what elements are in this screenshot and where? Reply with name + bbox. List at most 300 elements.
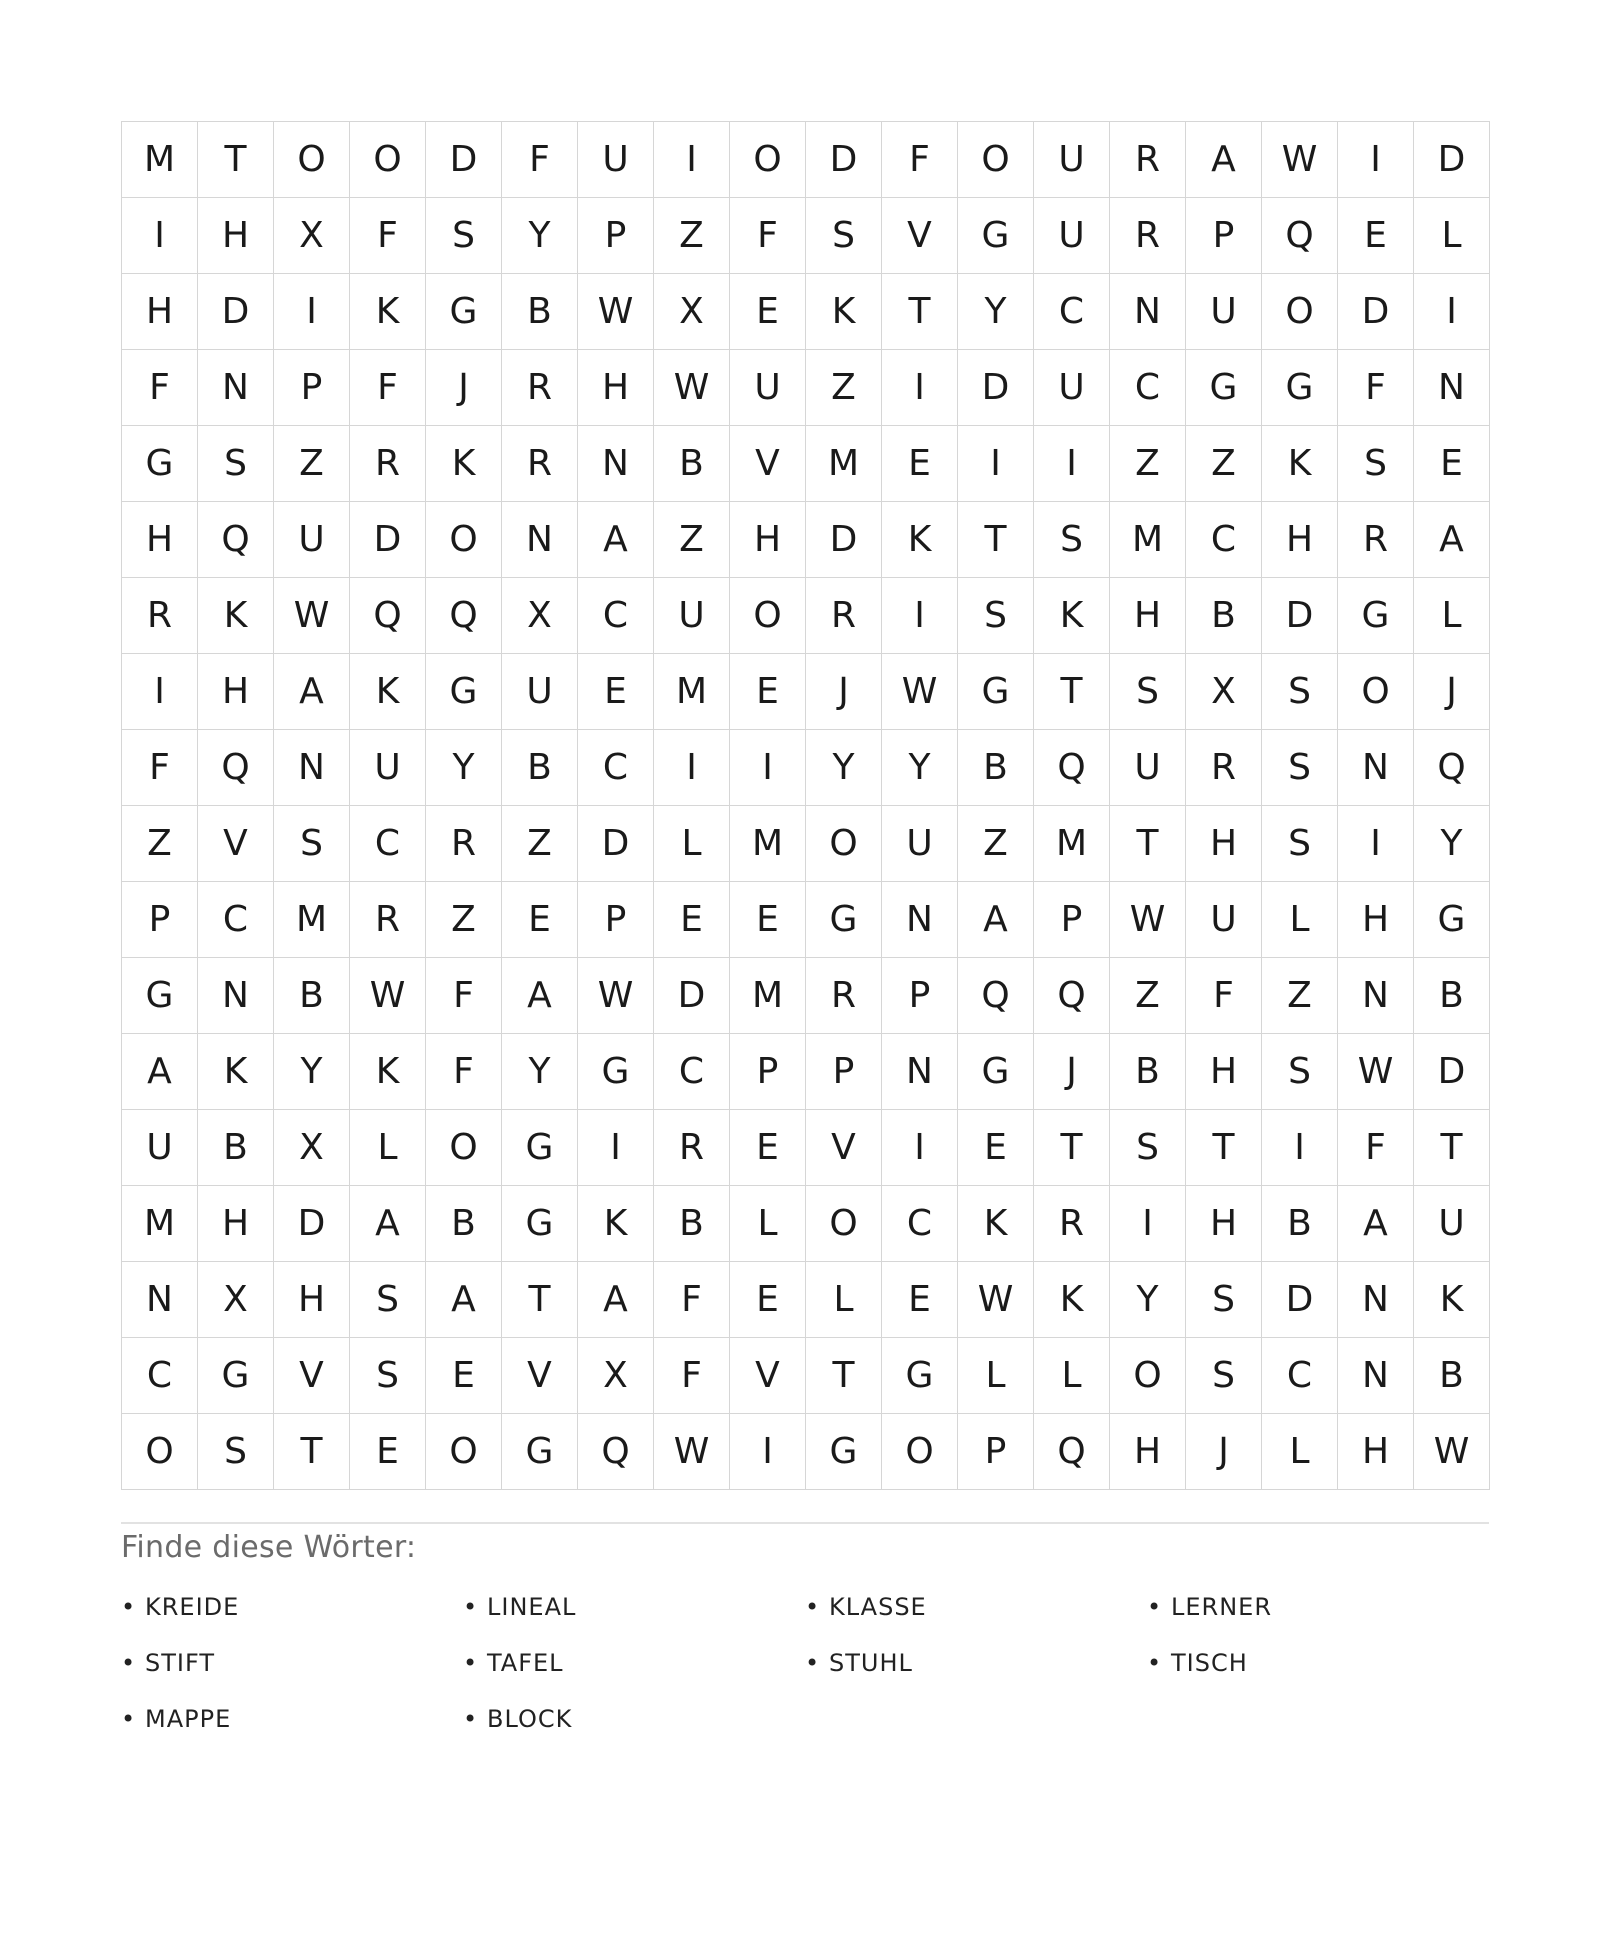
grid-cell[interactable]: E [1414,426,1490,502]
grid-cell[interactable]: Z [806,350,882,426]
grid-cell[interactable]: U [1186,274,1262,350]
grid-cell[interactable]: S [350,1338,426,1414]
grid-cell[interactable]: H [578,350,654,426]
grid-cell[interactable]: I [274,274,350,350]
grid-cell[interactable]: P [806,1034,882,1110]
grid-cell[interactable]: O [882,1414,958,1490]
grid-cell[interactable]: R [806,958,882,1034]
grid-cell[interactable]: K [578,1186,654,1262]
grid-cell[interactable]: B [654,426,730,502]
grid-cell[interactable]: O [1110,1338,1186,1414]
grid-cell[interactable]: Q [198,730,274,806]
grid-cell[interactable]: O [274,122,350,198]
grid-cell[interactable]: Z [426,882,502,958]
grid-cell[interactable]: R [1338,502,1414,578]
grid-cell[interactable]: I [730,730,806,806]
grid-cell[interactable]: K [350,1034,426,1110]
grid-cell[interactable]: H [198,198,274,274]
grid-cell[interactable]: X [274,1110,350,1186]
grid-cell[interactable]: L [806,1262,882,1338]
grid-cell[interactable]: I [1414,274,1490,350]
grid-cell[interactable]: X [578,1338,654,1414]
grid-cell[interactable]: Q [350,578,426,654]
grid-cell[interactable]: Y [1414,806,1490,882]
grid-cell[interactable]: A [122,1034,198,1110]
grid-cell[interactable]: T [1414,1110,1490,1186]
grid-cell[interactable]: R [502,426,578,502]
grid-cell[interactable]: G [122,426,198,502]
grid-cell[interactable]: O [1262,274,1338,350]
grid-cell[interactable]: G [426,654,502,730]
grid-cell[interactable]: A [350,1186,426,1262]
grid-cell[interactable]: R [426,806,502,882]
grid-cell[interactable]: A [578,1262,654,1338]
grid-cell[interactable]: B [1414,958,1490,1034]
grid-cell[interactable]: D [578,806,654,882]
grid-cell[interactable]: L [1034,1338,1110,1414]
grid-cell[interactable]: G [1262,350,1338,426]
grid-cell[interactable]: T [958,502,1034,578]
grid-cell[interactable]: I [1338,122,1414,198]
grid-cell[interactable]: I [730,1414,806,1490]
grid-cell[interactable]: I [654,730,730,806]
grid-cell[interactable]: M [122,1186,198,1262]
grid-cell[interactable]: Y [502,1034,578,1110]
grid-cell[interactable]: G [1338,578,1414,654]
grid-cell[interactable]: Y [274,1034,350,1110]
grid-cell[interactable]: U [122,1110,198,1186]
grid-cell[interactable]: O [806,1186,882,1262]
grid-cell[interactable]: H [1186,1034,1262,1110]
grid-cell[interactable]: J [1186,1414,1262,1490]
grid-cell[interactable]: T [1110,806,1186,882]
grid-cell[interactable]: K [426,426,502,502]
grid-cell[interactable]: S [806,198,882,274]
grid-cell[interactable]: Q [1034,730,1110,806]
grid-cell[interactable]: G [122,958,198,1034]
grid-cell[interactable]: P [958,1414,1034,1490]
grid-cell[interactable]: S [1262,1034,1338,1110]
grid-cell[interactable]: O [426,1110,502,1186]
grid-cell[interactable]: V [882,198,958,274]
grid-cell[interactable]: F [122,730,198,806]
grid-cell[interactable]: S [1262,806,1338,882]
grid-cell[interactable]: G [502,1186,578,1262]
grid-cell[interactable]: H [1110,1414,1186,1490]
grid-cell[interactable]: T [806,1338,882,1414]
grid-cell[interactable]: H [730,502,806,578]
grid-cell[interactable]: G [958,198,1034,274]
grid-cell[interactable]: A [1414,502,1490,578]
grid-cell[interactable]: U [1034,198,1110,274]
grid-cell[interactable]: F [1186,958,1262,1034]
grid-cell[interactable]: V [502,1338,578,1414]
grid-cell[interactable]: O [350,122,426,198]
grid-cell[interactable]: W [274,578,350,654]
grid-cell[interactable]: E [882,1262,958,1338]
grid-cell[interactable]: Q [958,958,1034,1034]
grid-cell[interactable]: Z [1186,426,1262,502]
grid-cell[interactable]: N [198,350,274,426]
grid-cell[interactable]: F [502,122,578,198]
grid-cell[interactable]: U [578,122,654,198]
grid-cell[interactable]: N [502,502,578,578]
grid-cell[interactable]: B [502,730,578,806]
grid-cell[interactable]: W [1110,882,1186,958]
grid-cell[interactable]: P [578,198,654,274]
grid-cell[interactable]: L [350,1110,426,1186]
grid-cell[interactable]: O [806,806,882,882]
grid-cell[interactable]: C [654,1034,730,1110]
grid-cell[interactable]: E [730,1110,806,1186]
grid-cell[interactable]: Z [502,806,578,882]
grid-cell[interactable]: E [730,654,806,730]
grid-cell[interactable]: U [274,502,350,578]
grid-cell[interactable]: K [882,502,958,578]
grid-cell[interactable]: S [1034,502,1110,578]
grid-cell[interactable]: L [1262,882,1338,958]
grid-cell[interactable]: G [502,1414,578,1490]
grid-cell[interactable]: Z [274,426,350,502]
grid-cell[interactable]: A [274,654,350,730]
grid-cell[interactable]: S [1262,730,1338,806]
grid-cell[interactable]: L [730,1186,806,1262]
grid-cell[interactable]: U [730,350,806,426]
grid-cell[interactable]: N [1338,1338,1414,1414]
grid-cell[interactable]: O [1338,654,1414,730]
grid-cell[interactable]: B [1262,1186,1338,1262]
grid-cell[interactable]: E [502,882,578,958]
grid-cell[interactable]: Q [1262,198,1338,274]
grid-cell[interactable]: X [502,578,578,654]
grid-cell[interactable]: S [1110,654,1186,730]
grid-cell[interactable]: T [882,274,958,350]
grid-cell[interactable]: F [654,1262,730,1338]
grid-cell[interactable]: J [1034,1034,1110,1110]
grid-cell[interactable]: H [1186,1186,1262,1262]
grid-cell[interactable]: I [1262,1110,1338,1186]
grid-cell[interactable]: S [198,1414,274,1490]
grid-cell[interactable]: K [350,654,426,730]
grid-cell[interactable]: W [654,350,730,426]
grid-cell[interactable]: N [1414,350,1490,426]
grid-cell[interactable]: D [350,502,426,578]
grid-cell[interactable]: I [122,198,198,274]
grid-cell[interactable]: F [426,1034,502,1110]
grid-cell[interactable]: Y [1110,1262,1186,1338]
grid-cell[interactable]: X [654,274,730,350]
grid-cell[interactable]: W [578,274,654,350]
grid-cell[interactable]: I [958,426,1034,502]
grid-cell[interactable]: K [958,1186,1034,1262]
grid-cell[interactable]: K [1262,426,1338,502]
grid-cell[interactable]: H [1338,1414,1414,1490]
grid-cell[interactable]: Y [882,730,958,806]
grid-cell[interactable]: T [502,1262,578,1338]
grid-cell[interactable]: G [1186,350,1262,426]
grid-cell[interactable]: C [882,1186,958,1262]
grid-cell[interactable]: G [198,1338,274,1414]
grid-cell[interactable]: Y [958,274,1034,350]
grid-cell[interactable]: D [274,1186,350,1262]
grid-cell[interactable]: L [958,1338,1034,1414]
grid-cell[interactable]: P [730,1034,806,1110]
grid-cell[interactable]: U [1110,730,1186,806]
grid-cell[interactable]: I [1034,426,1110,502]
grid-cell[interactable]: R [1186,730,1262,806]
grid-cell[interactable]: D [806,502,882,578]
grid-cell[interactable]: W [1338,1034,1414,1110]
grid-cell[interactable]: U [350,730,426,806]
grid-cell[interactable]: D [1262,1262,1338,1338]
grid-cell[interactable]: W [1414,1414,1490,1490]
grid-cell[interactable]: H [122,274,198,350]
grid-cell[interactable]: V [806,1110,882,1186]
grid-cell[interactable]: N [198,958,274,1034]
grid-cell[interactable]: H [1262,502,1338,578]
grid-cell[interactable]: P [1034,882,1110,958]
grid-cell[interactable]: W [1262,122,1338,198]
grid-cell[interactable]: S [198,426,274,502]
grid-cell[interactable]: F [122,350,198,426]
grid-cell[interactable]: S [1262,654,1338,730]
grid-cell[interactable]: O [958,122,1034,198]
grid-cell[interactable]: D [654,958,730,1034]
grid-cell[interactable]: B [502,274,578,350]
grid-cell[interactable]: Y [806,730,882,806]
grid-cell[interactable]: H [1186,806,1262,882]
grid-cell[interactable]: E [958,1110,1034,1186]
grid-cell[interactable]: L [654,806,730,882]
grid-cell[interactable]: A [426,1262,502,1338]
grid-cell[interactable]: Q [1034,958,1110,1034]
grid-cell[interactable]: S [1110,1110,1186,1186]
grid-cell[interactable]: F [654,1338,730,1414]
grid-cell[interactable]: P [122,882,198,958]
grid-cell[interactable]: L [1262,1414,1338,1490]
grid-cell[interactable]: H [274,1262,350,1338]
grid-cell[interactable]: N [122,1262,198,1338]
grid-cell[interactable]: U [1034,350,1110,426]
grid-cell[interactable]: E [426,1338,502,1414]
grid-cell[interactable]: K [198,1034,274,1110]
grid-cell[interactable]: K [198,578,274,654]
grid-cell[interactable]: V [274,1338,350,1414]
grid-cell[interactable]: A [958,882,1034,958]
grid-cell[interactable]: G [1414,882,1490,958]
grid-cell[interactable]: U [1186,882,1262,958]
grid-cell[interactable]: E [882,426,958,502]
grid-cell[interactable]: P [1186,198,1262,274]
grid-cell[interactable]: T [1186,1110,1262,1186]
grid-cell[interactable]: R [806,578,882,654]
grid-cell[interactable]: D [198,274,274,350]
grid-cell[interactable]: I [882,350,958,426]
grid-cell[interactable]: N [1338,1262,1414,1338]
grid-cell[interactable]: S [1186,1262,1262,1338]
grid-cell[interactable]: Y [426,730,502,806]
grid-cell[interactable]: M [654,654,730,730]
grid-cell[interactable]: I [882,1110,958,1186]
grid-cell[interactable]: M [1034,806,1110,882]
grid-cell[interactable]: T [198,122,274,198]
grid-cell[interactable]: U [502,654,578,730]
grid-cell[interactable]: Z [654,198,730,274]
grid-cell[interactable]: M [730,806,806,882]
grid-cell[interactable]: Z [654,502,730,578]
grid-cell[interactable]: F [730,198,806,274]
grid-cell[interactable]: N [1338,958,1414,1034]
grid-cell[interactable]: B [654,1186,730,1262]
grid-cell[interactable]: Z [122,806,198,882]
grid-cell[interactable]: M [730,958,806,1034]
grid-cell[interactable]: R [350,882,426,958]
grid-cell[interactable]: E [730,274,806,350]
grid-cell[interactable]: I [1110,1186,1186,1262]
grid-cell[interactable]: U [882,806,958,882]
grid-cell[interactable]: J [426,350,502,426]
grid-cell[interactable]: J [1414,654,1490,730]
grid-cell[interactable]: N [578,426,654,502]
grid-cell[interactable]: E [654,882,730,958]
grid-cell[interactable]: R [350,426,426,502]
grid-cell[interactable]: N [1110,274,1186,350]
grid-cell[interactable]: B [958,730,1034,806]
grid-cell[interactable]: Q [578,1414,654,1490]
grid-cell[interactable]: O [122,1414,198,1490]
grid-cell[interactable]: E [730,1262,806,1338]
grid-cell[interactable]: H [198,1186,274,1262]
grid-cell[interactable]: I [882,578,958,654]
grid-cell[interactable]: C [1034,274,1110,350]
grid-cell[interactable]: Z [1110,426,1186,502]
grid-cell[interactable]: F [426,958,502,1034]
grid-cell[interactable]: T [274,1414,350,1490]
grid-cell[interactable]: K [350,274,426,350]
grid-cell[interactable]: G [882,1338,958,1414]
grid-cell[interactable]: Q [1034,1414,1110,1490]
grid-cell[interactable]: E [578,654,654,730]
grid-cell[interactable]: S [958,578,1034,654]
grid-cell[interactable]: G [806,882,882,958]
grid-cell[interactable]: W [882,654,958,730]
grid-cell[interactable]: R [122,578,198,654]
grid-cell[interactable]: X [274,198,350,274]
grid-cell[interactable]: R [1034,1186,1110,1262]
grid-cell[interactable]: M [122,122,198,198]
grid-cell[interactable]: V [198,806,274,882]
grid-cell[interactable]: O [426,1414,502,1490]
grid-cell[interactable]: K [1034,578,1110,654]
grid-cell[interactable]: I [1338,806,1414,882]
grid-cell[interactable]: G [958,1034,1034,1110]
grid-cell[interactable]: M [274,882,350,958]
grid-cell[interactable]: G [426,274,502,350]
grid-cell[interactable]: Z [958,806,1034,882]
grid-cell[interactable]: S [1338,426,1414,502]
grid-cell[interactable]: K [1034,1262,1110,1338]
grid-cell[interactable]: Z [1262,958,1338,1034]
grid-cell[interactable]: E [1338,198,1414,274]
grid-cell[interactable]: A [502,958,578,1034]
grid-cell[interactable]: I [578,1110,654,1186]
grid-cell[interactable]: V [730,1338,806,1414]
grid-cell[interactable]: S [274,806,350,882]
grid-cell[interactable]: F [350,198,426,274]
grid-cell[interactable]: C [198,882,274,958]
grid-cell[interactable]: R [502,350,578,426]
grid-cell[interactable]: D [1338,274,1414,350]
grid-cell[interactable]: R [654,1110,730,1186]
grid-cell[interactable]: Q [426,578,502,654]
grid-cell[interactable]: J [806,654,882,730]
grid-cell[interactable]: R [1110,122,1186,198]
grid-cell[interactable]: G [578,1034,654,1110]
grid-cell[interactable]: R [1110,198,1186,274]
grid-cell[interactable]: E [350,1414,426,1490]
grid-cell[interactable]: D [958,350,1034,426]
grid-cell[interactable]: B [274,958,350,1034]
grid-cell[interactable]: M [1110,502,1186,578]
grid-cell[interactable]: W [350,958,426,1034]
grid-cell[interactable]: T [1034,1110,1110,1186]
grid-cell[interactable]: N [1338,730,1414,806]
grid-cell[interactable]: S [426,198,502,274]
grid-cell[interactable]: Y [502,198,578,274]
grid-cell[interactable]: I [122,654,198,730]
grid-cell[interactable]: E [730,882,806,958]
grid-cell[interactable]: O [730,578,806,654]
grid-cell[interactable]: Q [198,502,274,578]
grid-cell[interactable]: B [1414,1338,1490,1414]
grid-cell[interactable]: B [198,1110,274,1186]
grid-cell[interactable]: G [806,1414,882,1490]
grid-cell[interactable]: F [1338,1110,1414,1186]
grid-cell[interactable]: T [1034,654,1110,730]
grid-cell[interactable]: Q [1414,730,1490,806]
grid-cell[interactable]: K [1414,1262,1490,1338]
grid-cell[interactable]: F [350,350,426,426]
grid-cell[interactable]: V [730,426,806,502]
grid-cell[interactable]: P [274,350,350,426]
grid-cell[interactable]: L [1414,578,1490,654]
grid-cell[interactable]: U [1034,122,1110,198]
grid-cell[interactable]: C [1262,1338,1338,1414]
grid-cell[interactable]: N [274,730,350,806]
grid-cell[interactable]: Z [1110,958,1186,1034]
grid-cell[interactable]: C [578,730,654,806]
grid-cell[interactable]: W [958,1262,1034,1338]
grid-cell[interactable]: S [350,1262,426,1338]
grid-cell[interactable]: H [198,654,274,730]
grid-cell[interactable]: G [958,654,1034,730]
grid-cell[interactable]: H [122,502,198,578]
grid-cell[interactable]: B [426,1186,502,1262]
grid-cell[interactable]: D [1262,578,1338,654]
grid-cell[interactable]: P [578,882,654,958]
grid-cell[interactable]: W [578,958,654,1034]
grid-cell[interactable]: C [578,578,654,654]
grid-cell[interactable]: W [654,1414,730,1490]
grid-cell[interactable]: A [1186,122,1262,198]
grid-cell[interactable]: O [426,502,502,578]
grid-cell[interactable]: C [1186,502,1262,578]
grid-cell[interactable]: C [350,806,426,882]
grid-cell[interactable]: M [806,426,882,502]
grid-cell[interactable]: F [882,122,958,198]
grid-cell[interactable]: O [730,122,806,198]
grid-cell[interactable]: D [1414,122,1490,198]
